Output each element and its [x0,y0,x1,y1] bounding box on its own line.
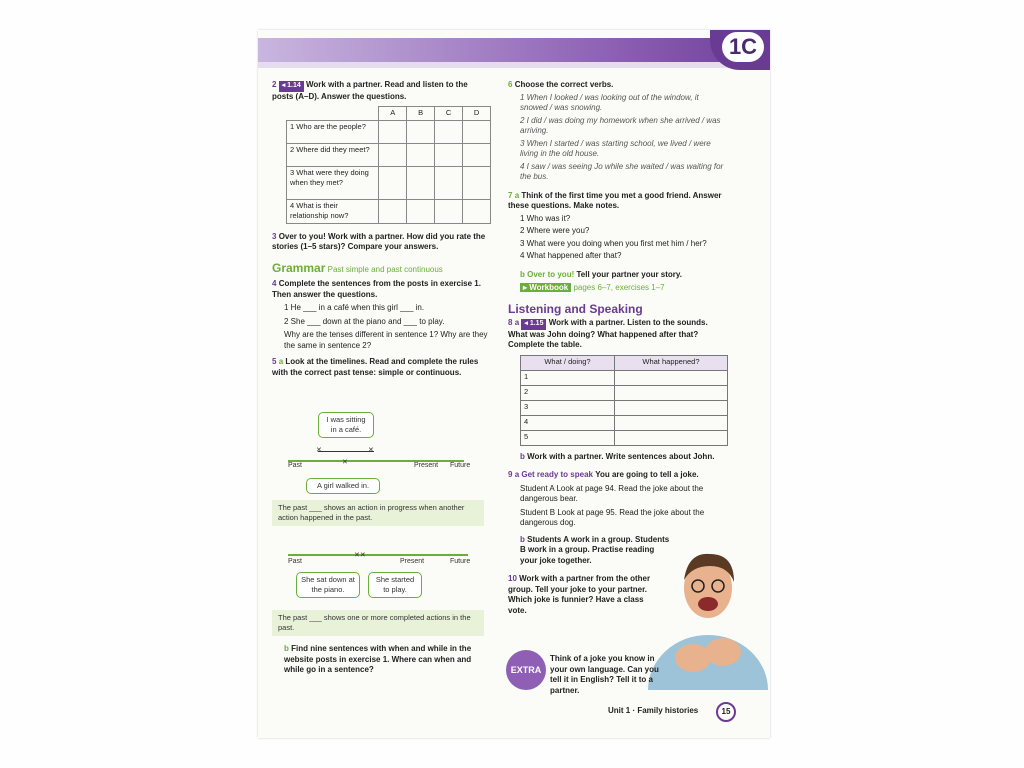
extra-badge: EXTRA [506,650,546,690]
exercise-8b: b Work with a partner. Write sentences about John. [520,451,715,461]
extra-text: Think of a joke you know in your own language. Can you tell it in English? Tell it to a partner. [550,654,659,695]
table-row: 2 Where did they meet? [287,143,491,166]
timeline1-top-box: I was sitting in a café. [318,412,374,438]
header-band [258,38,770,62]
audio-track-badge[interactable]: ◂ 1.14 [279,81,304,92]
table-row: 2 [521,385,728,400]
table-row: 3 [521,400,728,415]
exercise-6: 6 Choose the correct verbs. 1 When I looked / was looking out of the window, it snowed / was snowing. 2 I did / was doing my homework when she arrived / was arriving. 3 When I started / was starting school, we lived / were living in the old house. 4 I saw / was seeing Jo while she waited / was waiting for the bus. [508,80,724,181]
exercise-10: 10 Work with a partner from the other group. Tell your joke to your partner. Which joke is funnier? Have a class vote. [508,574,651,615]
exercise-2: 2 ◂ 1.14 Work with a partner. Read and listen to the posts (A–D). Answer the questions. [272,80,468,101]
cross-mark: ✕✕ [354,552,366,559]
audio-track-badge[interactable]: ◂ 1.15 [521,319,546,330]
table-row: 1 Who are the people? [287,120,491,143]
exercise-4: 4 Complete the sentences from the posts in exercise 1. Then answer the questions. 1 He ___ in a café when this girl ___ in. 2 She ___ down at the piano and ___ to play. Why are the tenses different in sentence 1? Why are they the same in sentence 2? [272,279,488,350]
exercise-3: 3 Over to you! Work with a partner. How did you rate the stories (1–5 stars)? Compare your answers. [272,231,486,251]
john-table: What / doing? What happened? 1 2 3 4 5 [520,355,728,446]
posts-table: A B C D 1 Who are the people? 2 Where did they meet? 3 What were they doing when they met? 4 What is their relationship now? [286,106,491,224]
textbook-page: 1C 2 ◂ 1.14 Work with a partner. Read and listen to the posts (A–D). Answer the questions. A B C D 1 Who are the people? 2 Where did they meet? 3 What were they doing when they met? 4 What is their relationship now? 3 Over to you! Work with a partner. How did you rate the stories (1–5 stars)? Compare your answers. Grammar Past simple and past continuous 4 Complete the sentences from the posts in exercise 1. Then answer the questions. 1 He ___ in a café when this girl ___ in. 2 She ___ down at the piano and ___ to play. Why are the tenses different in sentence 1? Why are they the same in sentence 2? 5 a Look at the timelines. Read and complete the rules with the correct past tense: simple or continuous. I was sitting in a café. ✕ ✕ ✕ Past Present Future A girl walked in. The past ___ shows an action in progress when another action happened in the past. ✕✕ Past Present Future She sat down at the piano. She started to play. The past ___ shows one or more completed actions in the past. b Find nine sentences with when and while in the website posts in exercise 1. Where can when and while go in a sentence? 6 Choose the correct verbs. 1 When I looked / was looking out of the window, it snowed / was snowing. 2 I did / was doing my homework when she arrived / was arriving. 3 When I started / was starting school, we lived / were living in the old house. 4 I saw / was seeing Jo while she waited / was waiting for the bus. 7 a Think of the first time you met a good friend. Answer these questions. Make notes. 1 Who was it? 2 Where were you? 3 What were you doing when you first met him / her? 4 What happened after that? b Over to you! Tell your partner your story. ▸ Workbook pages 6–7, exercises 1–7 Listening and Speaking 8 a ◂ 1.15 Work with a partner. Listen to the sounds. What was John doing? What happened after that? Complete the table. What / doing? What happened? 1 2 3 4 5 b Work with a partner. Write sentences about John. 9 a Get ready to speak You are going to tell a joke. Student A Look at page 94. Read the joke about the dangerous bear. Student B Look at page 95. Read the joke about the dangerous dog. b Students A work in a group. Students B work in a group. Practise reading your joke together. 10 Work with a partner from the other group. Tell your joke to your partner. Which joke is funnier? Have a class vote. EXTRA Think of a joke you know in your own language. Can you tell it in English? Tell it to a partner. Unit 1 · Family histories 15 [258,30,770,738]
cross-mark: ✕ [316,447,322,454]
table-row: 4 What is their relationship now? [287,199,491,223]
listening-speaking-heading: Listening and Speaking [508,301,643,316]
right-column [508,80,728,616]
unit-badge-label: 1C [722,32,764,62]
table-row: 3 What were they doing when they met? [287,166,491,199]
table-row: 4 [521,415,728,430]
cross-mark: ✕ [368,447,374,454]
timeline2-line [288,554,468,556]
rule-box-1: The past ___ shows an action in progress when another action happened in the past. [272,500,484,526]
left-column [272,80,488,378]
table-row: 5 [521,430,728,445]
workbook-reference: ▸ Workbook pages 6–7, exercises 1–7 [520,283,728,294]
exercise-7b: b Over to you! Tell your partner your story. ▸ Workbook pages 6–7, exercises 1–7 [520,270,728,294]
timeline1-progress-bar [318,451,374,452]
timeline2-box-1: She sat down at the piano. [296,572,360,598]
exercise-5a: 5 a Look at the timelines. Read and complete the rules with the correct past tense: simple or continuous. [272,357,479,377]
exercise-9b: b Students A work in a group. Students B work in a group. Practise reading your joke together. [520,534,670,565]
rule-box-2: The past ___ shows one or more completed actions in the past. [272,610,484,636]
timeline1-bottom-box: A girl walked in. [306,478,380,494]
table-row: 1 [521,370,728,385]
page-number: 15 [716,702,736,722]
exercise-5b: b Find nine sentences with when and while in the website posts in exercise 1. Where can when and while go in a sentence? [284,644,472,674]
cross-mark: ✕ [342,459,348,466]
header-stripe [258,62,770,68]
exercise-9a: 9 a Get ready to speak You are going to tell a joke. Student A Look at page 94. Read the joke about the dangerous bear. Student B Look at page 95. Read the joke about the dangerous dog. [508,470,705,527]
exercise-7a: 7 a Think of the first time you met a good friend. Answer these questions. Make notes. 1 Who was it? 2 Where were you? 3 What were you doing when you first met him / her? 4 What happened after that? [508,190,722,260]
timeline2-box-2: She started to play. [368,572,422,598]
laughing-boy-photo [648,540,768,690]
exercise-8a: 8 a ◂ 1.15 Work with a partner. Listen to the sounds. What was John doing? What happened after that? Complete the table. [508,318,708,349]
page-footer: Unit 1 · Family histories [608,706,699,715]
grammar-heading: Grammar Past simple and past continuous [272,260,443,275]
